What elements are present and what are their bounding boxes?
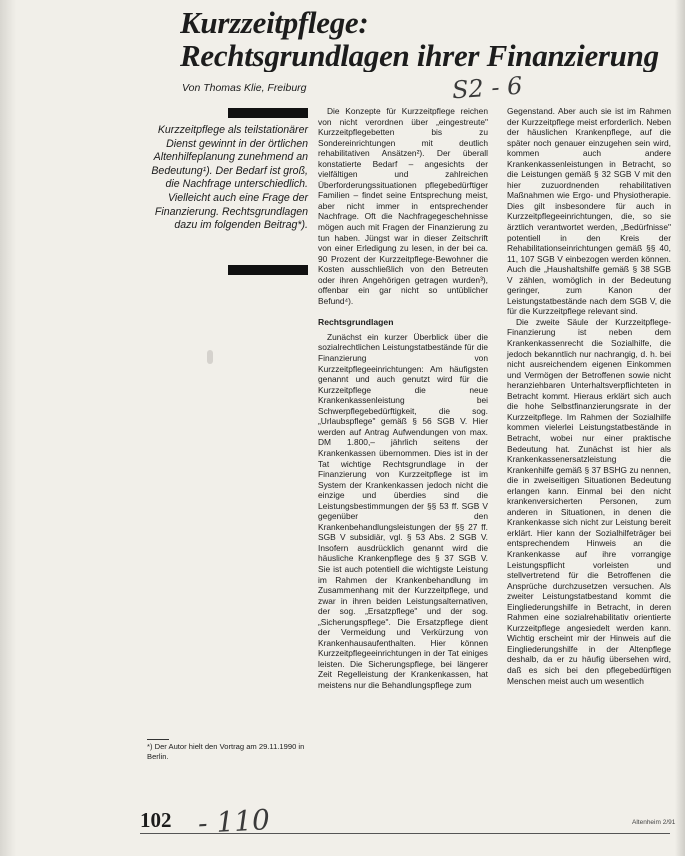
article-title [180, 6, 685, 72]
article-column-1 [318, 106, 488, 691]
handwritten-annotation-bottom: - 110 [197, 803, 271, 840]
journal-mark: Altenheim 2/91 [632, 819, 676, 826]
page-number: 102 [140, 808, 172, 832]
intro-bar-top [228, 108, 308, 118]
title-line-1: Kurzzeitpflege: [180, 6, 369, 40]
scan-edge-shadow-right [675, 0, 685, 856]
column2-paragraph-2: Die zweite Säule der Kurzzeitpflege-Finanzierung ist neben dem Krankenkassenrecht die Sozialhilfe, die jedoch bekanntlich nur nachrangig, d. h. bei nicht ausreichendem eigenen Einkommen und Vermögen der Betroffenen sowie nicht heranziehbaren Unterhaltsverpflichteten in Betracht kommt. Hieraus erklärt sich auch die hohe Selbstfinanzierungsrate in der Kurzzeitpflege. Im Rahmen der Sozialhilfe kommen vielerlei Leistungstatbestände in Betracht, wobei nur einer praktische Bedeutung hat. Zunächst ist hier als Krankenkassenersatzleistung die Krankenhilfe gemäß § 37 BSHG zu nennen, die in zweiseitigen Situationen Bedeutung erlangen kann. Einmal bei den nicht krankenversicherten Personen, zum anderen in Situationen, in denen die Krankenkasse sich nicht zur Leistung bereit erklärt. Hier kann der Sozialhilfeträger bei entsprechendem Hinweis an die Krankenkasse auf ihre vorrangige Leistungspflicht vorleisten und stellvertretend für die Betroffenen die Ansprüche durchzusetzen versuchen. Als zweiter Leistungstatbestand kommt die Eingliederungshilfe in Betracht, in deren Rahmen eine sozialrehabilitativ orientierte Kurzzeitpflege angesiedelt werden kann. Wichtig erscheint mir der Hinweis auf die Eingliederungshilfe in der Altenpflege deshalb, da er zu häufig übersehen wird, daß es sich bei den pflegebedürftigen Menschen meist auch um wesentlich [507, 316, 671, 686]
intro-bar-bottom [228, 265, 308, 275]
bottom-rule [140, 833, 670, 834]
title-line-2: Rechtsgrundlagen ihrer Finanzierung [180, 38, 659, 72]
article-intro [148, 124, 308, 233]
scan-smudge [207, 350, 213, 364]
scan-edge-shadow-left [0, 0, 16, 856]
footnote-rule [147, 739, 169, 740]
article-column-2 [507, 106, 671, 686]
column1-paragraph-1: Die Konzepte für Kurzzeitpflege reichen von nicht verordnen über „eingestreute" Kurzzeitpflegebetten bis zu Sondereinrichtungen mit deutlich rehabilitativen Ansätzen²). Der überall konstatierte Bedarf – angesichts der vielfältigen und zahlreichen Überforderungssituationen pflegebedürftiger Familien – findet seine Entsprechung meist, aber nicht immer in entsprechender Nachfrage. Oft die Nachfragegeschehnisse mögen auch mit Fragen der Finanzierung zu tun haben. Jüngst war in dieser Zeitschrift von einer Erledigung zu lesen, in der bei ca. 90 Prozent der Kurzzeitpflege-Bewohner die Kosten ausschließlich von den Betreuten oder ihren Angehörigen getragen wurden³), offenbar ein gar nicht so untüblicher Befund⁴). [318, 106, 488, 306]
section-heading-rechtsgrundlagen: Rechtsgrundlagen [318, 317, 394, 328]
article-byline: Von Thomas Klie, Freiburg [182, 82, 307, 94]
column2-paragraph-1: Gegenstand. Aber auch sie ist im Rahmen der Kurzzeitpflege meist erforderlich. Neben der häuslichen Krankenpflege, auf die später noch genauer einzugehen sein wird, kommen auch andere Krankenkassenleistungen in Betracht, so die Leistungen gemäß § 32 SGB V mit den hier zuzuordnenden rehabilitativen Maßnahmen wie Ergo- und Physiotherapie. Dies gilt insbesondere für auch in Kurzzeitpflegeeinrichtungen, die, so sie ärztlich verantwortet werden, „Bedürfnisse" potentiell in den Kreis der Rehabilitationseinrichtungen gemäß §§ 40, 11, 107 SGB V einbezogen werden können. Auch die „Haushaltshilfe gemäß § 38 SGB V zählen, womöglich in der Bedeutung geringer, zum Kanon der Leistungstatbestände nach dem SGB V, die für die Kurzzeitpflege relevant sind. [507, 106, 671, 317]
intro-text: Kurzzeitpflege als teilstationärer Dienst gewinnt in der örtlichen Altenhilfeplanung zunehmend an Bedeutung¹). Der Bedarf ist groß, die Nachfrage unterschiedlich. Vielleicht auch eine Frage der Finanzierung. Rechtsgrundlagen dazu im folgenden Beitrag*). [151, 124, 308, 232]
handwritten-annotation-top: S2 - 6 [451, 71, 524, 105]
footnote: *) Der Autor hielt den Vortrag am 29.11.1990 in Berlin. [147, 742, 305, 761]
column1-paragraph-2: Zunächst ein kurzer Überblick über die sozialrechtlichen Leistungstatbestände für die Finanzierung von Kurzzeitpflegeeinrichtungen: Am häufigsten genannt und auch genutzt wird für die Kurzzeitpflege die neue Krankenkassenleistung bei Schwerpflegebedürftigkeit, die sog. „Urlaubspflege" gemäß § 56 SGB V. Hier werden auf Antrag Aufwendungen von max. DM 1.800,– jährlich seitens der Krankenkassen übernommen. Dies ist in der Tat wichtige Rechtsgrundlage in der Finanzierung von Kurzzeitpflege ist im System der Krankenkassen jedoch nicht die einzige und überdies sind die Leistungsbestimmungen der §§ 53 ff. SGB V gegenüber den Krankenbehandlungsleistungen der §§ 27 ff. SGB V subsidiär, vgl. § 53 Abs. 2 SGB V. Insofern ausdrücklich genannt wird die häusliche Krankenpflege des § 37 SGB V. Sie ist auch potentiell die wichtigste Leistung im Rahmen der Krankenbehandlung im Zusammenhang mit der Kurzzeitpflege, und zwar in ihren beiden Leistungsalternativen, der sog. „Ersatzpflege" und der sog. „Sicherungspflege". Die Ersatzpflege dient der Vermeidung und Verkürzung von Krankenhausaufenthalten. Hier können Kurzzeitpflegeeinrichtungen in der Tat einiges leisten. Die Sicherungspflege, bei längerer Zeit Regelleistung der Krankenkassen, hat meistens nur die Behandlungspflege zum [318, 331, 488, 690]
